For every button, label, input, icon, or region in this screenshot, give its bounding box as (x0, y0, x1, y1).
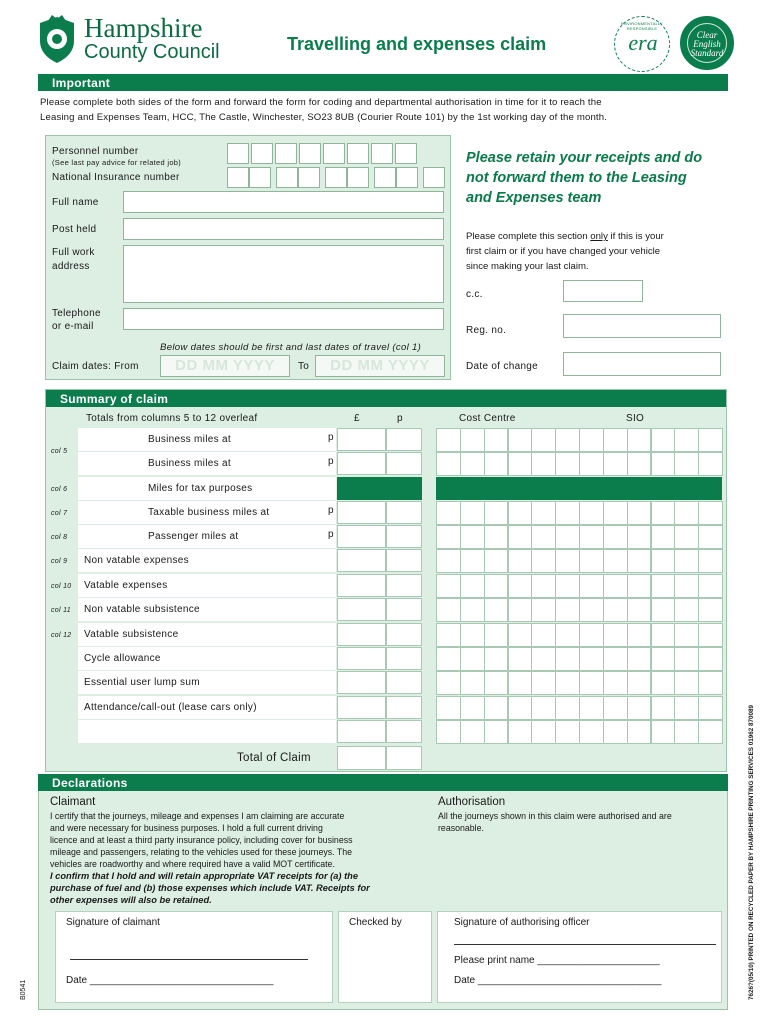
summary-pence-field[interactable] (386, 696, 422, 719)
sio-cell[interactable] (627, 647, 652, 671)
cost-centre-cell[interactable] (531, 647, 556, 671)
sio-cell[interactable] (579, 452, 604, 476)
cost-centre-cell[interactable] (555, 623, 580, 647)
cost-centre-cell[interactable] (531, 598, 556, 622)
sio-cell[interactable] (603, 549, 628, 573)
sio-cell[interactable] (698, 598, 723, 622)
page-title: Travelling and expenses claim (287, 34, 547, 54)
sio-cell[interactable] (674, 574, 699, 598)
sio-cell[interactable] (651, 720, 676, 744)
officer-signature-label: Signature of authorising officer (454, 917, 590, 928)
ni-char-box[interactable] (249, 167, 271, 188)
cost-centre-cell[interactable] (555, 428, 580, 452)
sio-cell[interactable] (674, 647, 699, 671)
sio-cell[interactable] (603, 647, 628, 671)
sio-cell[interactable] (651, 501, 676, 525)
cost-centre-cell[interactable] (508, 525, 533, 549)
authorisation-text-1: All the journeys shown in this claim were authorised and are (438, 811, 672, 821)
summary-pence-field (386, 477, 422, 500)
summary-row-label: Essential user lump sum (84, 677, 200, 688)
cost-centre-cell[interactable] (484, 525, 509, 549)
cost-centre-cell[interactable] (436, 428, 461, 452)
sio-cell[interactable] (579, 696, 604, 720)
sio-cell[interactable] (627, 525, 652, 549)
sio-cell[interactable] (674, 501, 699, 525)
claimant-declaration-line: mileage and passengers, relating to the vehicles used for these journeys. The (50, 847, 353, 857)
receipts-notice-2: not forward them to the Leasing (466, 170, 687, 186)
summary-row-label: Non vatable subsistence (84, 604, 200, 615)
cost-centre-cell[interactable] (531, 623, 556, 647)
sio-cell[interactable] (698, 671, 723, 695)
summary-pence-field[interactable] (386, 647, 422, 670)
summary-heading: Summary of claim (46, 390, 726, 407)
post-held-label: Post held (52, 224, 97, 235)
org-name-sub: County Council (84, 41, 220, 63)
cost-centre-cell[interactable] (508, 671, 533, 695)
vehicle-instructions-2: first claim or if you have changed your vehicle (466, 246, 661, 257)
claimant-declaration-line: licence and at least a third party insurance policy, including cover for business (50, 835, 353, 845)
sio-cell[interactable] (579, 501, 604, 525)
cost-centre-cell[interactable] (460, 428, 485, 452)
vehicle-instr-a: Please complete this section (466, 231, 591, 242)
sio-cell[interactable] (651, 428, 676, 452)
work-address-label-2: address (52, 261, 90, 272)
era-badge (614, 16, 670, 72)
officer-signature-box[interactable] (437, 911, 722, 1003)
claimant-heading: Claimant (50, 796, 96, 808)
claimant-vat-statement-line: purchase of fuel and (b) those expenses which include VAT. Receipts for (50, 883, 370, 893)
receipts-notice-3: and Expenses team (466, 190, 602, 206)
summary-rate-suffix: p (328, 456, 334, 467)
sio-cell[interactable] (674, 696, 699, 720)
cost-centre-cell[interactable] (508, 720, 533, 744)
sio-cell[interactable] (603, 525, 628, 549)
summary-row-label: Vatable subsistence (84, 629, 179, 640)
claim-date-from-field[interactable] (160, 355, 290, 377)
cost-centre-cell[interactable] (555, 720, 580, 744)
county-crest-icon (34, 15, 80, 65)
summary-rate-suffix: p (328, 432, 334, 443)
summary-col-ref: col 9 (51, 558, 68, 565)
sio-cell[interactable] (603, 720, 628, 744)
summary-pence-field[interactable] (386, 598, 422, 621)
cost-centre-cell[interactable] (531, 720, 556, 744)
personnel-digit-box[interactable] (371, 143, 393, 164)
totals-header: Totals from columns 5 to 12 overleaf (86, 413, 258, 424)
total-pounds-field[interactable] (337, 746, 386, 770)
cost-centre-cell[interactable] (484, 428, 509, 452)
cost-centre-cell[interactable] (508, 501, 533, 525)
declarations-heading: Declarations (38, 774, 728, 791)
summary-pounds-field[interactable] (337, 623, 386, 646)
sio-cell[interactable] (698, 623, 723, 647)
summary-pence-field[interactable] (386, 549, 422, 572)
sio-cell[interactable] (579, 623, 604, 647)
summary-col-ref: col 6 (51, 486, 68, 493)
sio-cell[interactable] (603, 671, 628, 695)
summary-pounds-field[interactable] (337, 671, 386, 694)
cost-centre-cell[interactable] (484, 501, 509, 525)
cost-centre-cell[interactable] (436, 671, 461, 695)
clear-english-badge (680, 16, 734, 70)
summary-row-label: Vatable expenses (84, 580, 168, 591)
summary-pence-field[interactable] (386, 452, 422, 475)
sio-cell[interactable] (674, 549, 699, 573)
summary-rate-suffix: p (328, 529, 334, 540)
summary-pounds-field[interactable] (337, 598, 386, 621)
checked-by-box[interactable] (338, 911, 432, 1003)
summary-pounds-field[interactable] (337, 574, 386, 597)
era-label: era (628, 30, 658, 55)
cost-centre-cell[interactable] (436, 549, 461, 573)
sio-cell[interactable] (651, 671, 676, 695)
summary-pence-field[interactable] (386, 525, 422, 548)
sio-cell[interactable] (674, 671, 699, 695)
claimant-declaration-line: I certify that the journeys, mileage and expenses I am claiming are accurate (50, 811, 345, 821)
cost-centre-cell[interactable] (531, 525, 556, 549)
summary-pounds-field[interactable] (337, 549, 386, 572)
sio-cell[interactable] (674, 525, 699, 549)
cost-centre-cell[interactable] (508, 598, 533, 622)
summary-pounds-field (337, 477, 386, 500)
sio-cell[interactable] (651, 525, 676, 549)
summary-row-label: Miles for tax purposes (148, 483, 253, 494)
cost-centre-cell[interactable] (531, 549, 556, 573)
sio-cell[interactable] (651, 549, 676, 573)
vehicle-instructions-1 (466, 231, 664, 242)
authorisation-heading: Authorisation (438, 796, 506, 808)
cost-centre-cell[interactable] (460, 623, 485, 647)
cost-centre-cell[interactable] (531, 671, 556, 695)
sio-cell[interactable] (579, 598, 604, 622)
important-text-2: Leasing and Expenses Team, HCC, The Castle, Winchester, SO23 8UB (Courier Route 101) by the 1st working day of the month. (40, 112, 608, 123)
summary-col-ref: col 8 (51, 534, 68, 541)
claimant-date-line: Date _________________________________ (66, 975, 274, 986)
sio-cell[interactable] (603, 623, 628, 647)
sio-cell[interactable] (698, 501, 723, 525)
sio-cell[interactable] (651, 598, 676, 622)
sio-cell[interactable] (627, 428, 652, 452)
personnel-digit-box[interactable] (347, 143, 369, 164)
sio-cell[interactable] (698, 428, 723, 452)
summary-col-ref: col 5 (51, 448, 68, 455)
sio-cell[interactable] (698, 696, 723, 720)
authorisation-text-2: reasonable. (438, 823, 484, 833)
summary-row-label: Cycle allowance (84, 653, 161, 664)
cost-centre-cell[interactable] (484, 549, 509, 573)
summary-pence-field[interactable] (386, 720, 422, 743)
cost-centre-cell[interactable] (484, 623, 509, 647)
claimant-declaration-line: and were necessary for business purposes. I hold a full current driving (50, 823, 323, 833)
telephone-field[interactable] (123, 308, 444, 330)
claim-date-from-placeholder: DD MM YYYY (175, 357, 275, 374)
personnel-digit-box[interactable] (299, 143, 321, 164)
claimant-signature-line (70, 959, 308, 960)
officer-print-name: Please print name ______________________ (454, 955, 660, 966)
summary-pounds-field[interactable] (337, 647, 386, 670)
sio-cell[interactable] (627, 696, 652, 720)
sio-header: SIO (626, 413, 645, 424)
telephone-label: Telephone (52, 308, 101, 319)
sio-cell[interactable] (579, 428, 604, 452)
summary-pounds-field[interactable] (337, 525, 386, 548)
sio-cell[interactable] (579, 671, 604, 695)
org-name: Hampshire (84, 13, 203, 43)
summary-row-label: Passenger miles at (148, 531, 239, 542)
summary-row-label: Non vatable expenses (84, 555, 189, 566)
claimant-signature-box[interactable] (55, 911, 333, 1003)
era-ring: ENVIRONMENTALLY RESPONSIBLE (621, 21, 663, 31)
sio-cell[interactable] (674, 623, 699, 647)
important-heading: Important (38, 74, 728, 91)
cost-centre-cell[interactable] (555, 452, 580, 476)
date-of-change-label: Date of change (466, 361, 539, 372)
summary-pounds-field[interactable] (337, 428, 386, 451)
sio-cell[interactable] (579, 574, 604, 598)
sio-cell[interactable] (698, 525, 723, 549)
sio-cell[interactable] (627, 574, 652, 598)
cost-centre-cell[interactable] (531, 574, 556, 598)
sio-cell[interactable] (651, 647, 676, 671)
summary-pounds-field[interactable] (337, 501, 386, 524)
personnel-digit-box[interactable] (323, 143, 345, 164)
cost-centre-cell[interactable] (508, 428, 533, 452)
cost-centre-cell[interactable] (460, 501, 485, 525)
sio-cell[interactable] (627, 598, 652, 622)
sio-cell[interactable] (603, 501, 628, 525)
summary-pounds-field[interactable] (337, 696, 386, 719)
cost-centre-cell[interactable] (484, 720, 509, 744)
clear-l1: Clear (696, 30, 718, 40)
sio-cell[interactable] (651, 452, 676, 476)
cost-centre-cell[interactable] (436, 598, 461, 622)
cost-centre-cell[interactable] (531, 428, 556, 452)
sio-cell[interactable] (627, 549, 652, 573)
ni-char-box[interactable] (374, 167, 396, 188)
cost-centre-cell[interactable] (555, 598, 580, 622)
receipts-notice-1: Please retain your receipts and do (466, 150, 703, 166)
cost-centre-cell[interactable] (436, 525, 461, 549)
total-pence-field[interactable] (386, 746, 422, 770)
sio-cell[interactable] (627, 452, 652, 476)
telephone-label-2: or e-mail (52, 321, 94, 332)
full-name-field[interactable] (123, 191, 444, 213)
sio-cell[interactable] (698, 720, 723, 744)
pound-header: £ (354, 413, 360, 424)
cost-centre-cell[interactable] (484, 574, 509, 598)
cost-centre-cell[interactable] (484, 452, 509, 476)
cost-centre-cell[interactable] (555, 501, 580, 525)
personnel-digit-box[interactable] (275, 143, 297, 164)
ni-char-box[interactable] (227, 167, 249, 188)
cost-centre-cell[interactable] (460, 452, 485, 476)
cost-centre-cell[interactable] (508, 452, 533, 476)
ni-char-box[interactable] (347, 167, 369, 188)
printer-side-text: 7626?(05/10) PRINTED ON RECYCLED PAPER BY HAMPSHIRE PRINTING SERVICES 01962 870089 (748, 704, 755, 1000)
coding-row-shaded (436, 477, 722, 500)
cost-centre-cell[interactable] (436, 501, 461, 525)
cost-centre-cell[interactable] (436, 574, 461, 598)
cost-centre-cell[interactable] (436, 623, 461, 647)
summary-pounds-field[interactable] (337, 452, 386, 475)
sio-cell[interactable] (674, 720, 699, 744)
sio-cell[interactable] (698, 647, 723, 671)
sio-cell[interactable] (603, 452, 628, 476)
cost-centre-cell[interactable] (460, 696, 485, 720)
ni-char-box[interactable] (276, 167, 298, 188)
cost-centre-cell[interactable] (555, 696, 580, 720)
sio-cell[interactable] (651, 574, 676, 598)
officer-date-line: Date _________________________________ (454, 975, 662, 986)
sio-cell[interactable] (579, 549, 604, 573)
sio-cell[interactable] (651, 696, 676, 720)
summary-col-ref: col 12 (51, 632, 72, 639)
vehicle-instructions-3: since making your last claim. (466, 261, 589, 272)
work-address-label: Full work (52, 247, 95, 258)
sio-cell[interactable] (627, 720, 652, 744)
sio-cell[interactable] (579, 720, 604, 744)
cost-centre-cell[interactable] (484, 647, 509, 671)
claimant-signature-label: Signature of claimant (66, 917, 160, 928)
summary-row-label: Business miles at (148, 458, 231, 469)
sio-cell[interactable] (603, 428, 628, 452)
cost-centre-cell[interactable] (436, 452, 461, 476)
clear-l3: Standard (690, 48, 724, 58)
sio-cell[interactable] (674, 428, 699, 452)
cost-centre-cell[interactable] (508, 549, 533, 573)
cost-centre-cell[interactable] (460, 598, 485, 622)
pence-header: p (397, 413, 403, 424)
cost-centre-cell[interactable] (436, 720, 461, 744)
claim-dates-from-label: Claim dates: From (52, 361, 139, 372)
summary-pence-field[interactable] (386, 623, 422, 646)
sio-cell[interactable] (603, 574, 628, 598)
ni-char-box[interactable] (396, 167, 418, 188)
sio-cell[interactable] (674, 598, 699, 622)
cost-centre-cell[interactable] (436, 696, 461, 720)
sio-cell[interactable] (603, 598, 628, 622)
summary-blank-row (78, 720, 336, 743)
cost-centre-cell[interactable] (460, 720, 485, 744)
clear-l2: English (693, 39, 721, 49)
cost-centre-cell[interactable] (531, 501, 556, 525)
total-of-claim-label: Total of Claim (237, 752, 311, 764)
cost-centre-cell[interactable] (460, 574, 485, 598)
cost-centre-cell[interactable] (555, 671, 580, 695)
cost-centre-cell[interactable] (555, 549, 580, 573)
summary-col-ref: col 7 (51, 510, 68, 517)
cc-field[interactable] (563, 280, 643, 302)
sio-cell[interactable] (627, 671, 652, 695)
reg-no-label: Reg. no. (466, 325, 507, 336)
personnel-digit-box[interactable] (251, 143, 273, 164)
summary-pence-field[interactable] (386, 501, 422, 524)
summary-row-label: Business miles at (148, 434, 231, 445)
ni-number-label: National Insurance number (52, 172, 180, 183)
work-address-field[interactable] (123, 245, 444, 303)
sio-cell[interactable] (579, 647, 604, 671)
summary-pence-field[interactable] (386, 428, 422, 451)
claimant-declaration-line: vehicles are roadworthy and where required have a valid MOT certificate. (50, 859, 335, 869)
summary-col-ref: col 11 (51, 607, 71, 614)
sio-cell[interactable] (627, 501, 652, 525)
dates-note: Below dates should be first and last dates of travel (col 1) (160, 342, 422, 353)
ni-char-box[interactable] (423, 167, 445, 188)
summary-pence-field[interactable] (386, 574, 422, 597)
cost-centre-cell[interactable] (508, 574, 533, 598)
cost-centre-cell[interactable] (555, 574, 580, 598)
officer-signature-line (454, 944, 716, 945)
summary-row-label: Attendance/call-out (lease cars only) (84, 702, 257, 713)
cost-centre-cell[interactable] (555, 525, 580, 549)
cost-centre-cell[interactable] (484, 696, 509, 720)
claim-dates-to-label: To (298, 361, 310, 372)
ni-char-box[interactable] (298, 167, 320, 188)
claim-date-to-field[interactable] (315, 355, 445, 377)
sio-cell[interactable] (579, 525, 604, 549)
summary-rate-suffix: p (328, 505, 334, 516)
cost-centre-cell[interactable] (531, 452, 556, 476)
reg-no-field[interactable] (563, 314, 721, 338)
cost-centre-cell[interactable] (531, 696, 556, 720)
sio-cell[interactable] (627, 623, 652, 647)
cost-centre-cell[interactable] (508, 623, 533, 647)
cost-centre-cell[interactable] (460, 647, 485, 671)
important-text-1: Please complete both sides of the form and forward the form for coding and departmental authorisation in time for it to reach the (40, 97, 602, 108)
cost-centre-cell[interactable] (555, 647, 580, 671)
sio-cell[interactable] (698, 549, 723, 573)
cost-centre-cell[interactable] (436, 647, 461, 671)
vehicle-instr-b: if this is your (607, 231, 664, 242)
sio-cell[interactable] (698, 574, 723, 598)
cost-centre-header: Cost Centre (459, 413, 516, 424)
cost-centre-cell[interactable] (484, 598, 509, 622)
cost-centre-cell[interactable] (460, 671, 485, 695)
personnel-digit-box[interactable] (227, 143, 249, 164)
summary-pounds-field[interactable] (337, 720, 386, 743)
summary-row-label: Taxable business miles at (148, 507, 270, 518)
summary-pence-field[interactable] (386, 671, 422, 694)
sio-cell[interactable] (603, 696, 628, 720)
form-code: B0541 (20, 979, 27, 1000)
claimant-vat-statement-line: other expenses will also be retained. (50, 895, 212, 905)
claimant-vat-statement-line: I confirm that I hold and will retain appropriate VAT receipts for (a) the (50, 871, 359, 881)
cost-centre-cell[interactable] (508, 696, 533, 720)
cc-label: c.c. (466, 289, 483, 300)
sio-cell[interactable] (674, 452, 699, 476)
date-of-change-field[interactable] (563, 352, 721, 376)
claim-date-to-placeholder: DD MM YYYY (330, 357, 430, 374)
checked-by-label: Checked by (349, 917, 402, 928)
vehicle-instr-only: only (590, 231, 608, 242)
sio-cell[interactable] (651, 623, 676, 647)
ni-char-box[interactable] (325, 167, 347, 188)
personnel-number-label: Personnel number (52, 146, 139, 157)
personnel-number-note: (See last pay advice for related job) (52, 158, 182, 167)
sio-cell[interactable] (698, 452, 723, 476)
cost-centre-cell[interactable] (460, 525, 485, 549)
summary-col-ref: col 10 (51, 583, 72, 590)
cost-centre-cell[interactable] (484, 671, 509, 695)
cost-centre-cell[interactable] (460, 549, 485, 573)
personnel-digit-box[interactable] (395, 143, 417, 164)
full-name-label: Full name (52, 197, 99, 208)
cost-centre-cell[interactable] (508, 647, 533, 671)
post-held-field[interactable] (123, 218, 444, 240)
